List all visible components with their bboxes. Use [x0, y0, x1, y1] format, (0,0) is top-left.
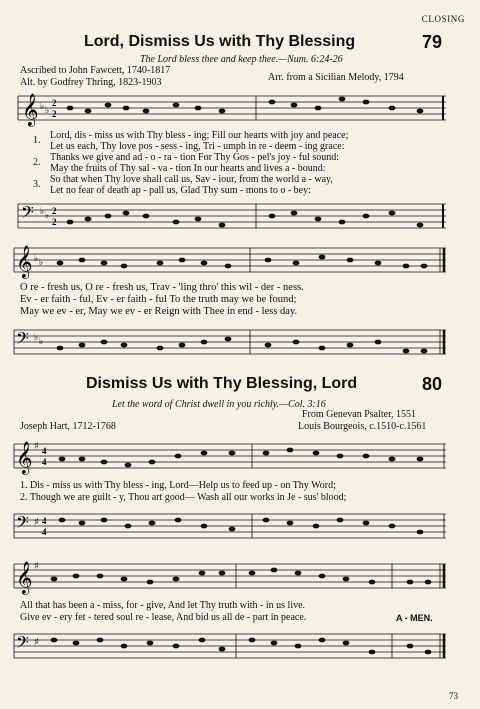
hymn-79-refrain-line-1: O re - fresh us, O re - fresh us, Trav - 'ling thro' this wil - der - ness.: [20, 282, 304, 293]
hymn-79-title: Lord, Dismiss Us with Thy Blessing: [84, 33, 356, 50]
hymn-80-number: 80: [422, 374, 443, 394]
svg-text:♯: ♯: [34, 637, 39, 648]
svg-text:2: 2: [52, 217, 57, 227]
svg-text:2: 2: [52, 206, 57, 216]
hymn-80-bass-staff-1: [0, 506, 480, 548]
svg-text:𝄢: 𝄢: [16, 328, 29, 352]
hymn-79-bass-staff-2: [0, 320, 480, 364]
hymn-80-scripture: Let the word of Christ dwell in you richly.—Col. 3:16: [112, 399, 326, 410]
svg-text:♯: ♯: [34, 561, 39, 572]
svg-text:𝄞: 𝄞: [16, 441, 33, 474]
svg-text:𝄞: 𝄞: [16, 245, 33, 278]
verse-number-1: 1.: [33, 135, 41, 146]
hymn-80-lyric-line-3: All that has been a - miss, for - give, And let Thy truth with - in us live.: [20, 600, 306, 611]
hymn-80-composer: Louis Bourgeois, c.1510-c.1561: [298, 421, 427, 432]
svg-text:♭: ♭: [45, 211, 50, 221]
hymn-79-arrangement: Arr. from a Sicilian Melody, 1794: [268, 72, 404, 83]
hymn-79-bass-staff-1: [0, 196, 480, 238]
page-number: 73: [449, 691, 458, 701]
hymn-79-lyric-line-6: Let no fear of death ap - pall us, Glad Thy sum - mons to o - bey:: [50, 185, 311, 196]
svg-text:4: 4: [42, 516, 47, 526]
svg-text:♯: ♯: [34, 441, 39, 452]
svg-text:♭: ♭: [40, 207, 45, 217]
svg-text:4: 4: [42, 527, 47, 537]
svg-text:♭: ♭: [39, 337, 44, 347]
hymn-80-lyric-line-1: 1. Dis - miss us with Thy bless - ing, Lord—Help us to feed up - on Thy Word;: [20, 480, 336, 491]
svg-text:♭: ♭: [39, 258, 44, 268]
svg-text:𝄢: 𝄢: [21, 202, 34, 226]
hymn-79-lyric-line-1: Lord, dis - miss us with Thy bless - ing; Fill our hearts with joy and peace;: [50, 130, 349, 141]
svg-text:2: 2: [52, 109, 57, 119]
hymn-79-lyric-line-3: Thanks we give and ad - o - ra - tion For Thy Gos - pel's joy - ful sound:: [50, 152, 340, 163]
svg-text:4: 4: [42, 446, 47, 456]
hymn-79-number: 79: [422, 32, 443, 52]
hymn-79-treble-staff-1: [0, 88, 480, 130]
hymn-80-bass-staff-2: [0, 626, 480, 668]
svg-text:𝄢: 𝄢: [16, 632, 29, 656]
hymn-80-treble-staff-1: [0, 436, 480, 478]
hymn-80-amen: A - MEN.: [396, 613, 433, 623]
svg-text:4: 4: [42, 457, 47, 467]
section-label: CLOSING: [421, 14, 465, 24]
hymn-79-treble-staff-2: [0, 238, 480, 282]
hymn-80-title: Dismiss Us with Thy Blessing, Lord: [86, 375, 358, 392]
hymn-79-refrain-line-3: May we ev - er, May we ev - er Reign with Thee in end - less day.: [20, 306, 298, 317]
hymn-79-lyric-line-2: Let us each, Thy love pos - sess - ing, Tri - umph in re - deem - ing grace:: [50, 141, 345, 152]
hymn-79-refrain-line-2: Ev - er faith - ful, Ev - er faith - ful To the truth may we be found;: [20, 294, 297, 305]
hymn-80-lyric-line-2: 2. Though we are guilt - y, Thou art good— Wash all our works in Je - sus' blood;: [20, 492, 347, 503]
svg-text:2: 2: [52, 98, 57, 108]
svg-text:𝄢: 𝄢: [16, 512, 29, 536]
hymn-79-scripture: The Lord bless thee and keep thee.—Num. 6:24-26: [140, 54, 343, 65]
hymn-80-treble-staff-2: [0, 556, 480, 598]
hymn-79-lyric-line-5: So that when Thy love shall call us, Sav - iour, from the world a - way,: [50, 174, 333, 185]
hymn-80-author: Joseph Hart, 1712-1768: [20, 421, 116, 432]
hymn-79-ascribed: Ascribed to John Fawcett, 1740-1817: [20, 65, 171, 76]
svg-text:𝄞: 𝄞: [16, 561, 33, 594]
hymn-79-lyric-line-4: May the fruits of Thy sal - va - tion In our hearts and lives a - bound:: [50, 163, 326, 174]
svg-text:♭: ♭: [34, 333, 39, 343]
hymn-80-lyric-line-4: Give ev - ery fet - tered soul re - lease, And bid us all de - part in peace.: [20, 612, 307, 623]
svg-text:♭: ♭: [45, 106, 50, 116]
hymn-80-source: From Genevan Psalter, 1551: [302, 409, 417, 420]
svg-text:♭: ♭: [34, 254, 39, 264]
svg-text:𝄞: 𝄞: [22, 93, 39, 126]
svg-text:♭: ♭: [40, 102, 45, 112]
verse-number-2: 2.: [33, 157, 41, 168]
verse-number-3: 3.: [33, 179, 41, 190]
hymn-79-altered: Alt. by Godfrey Thring, 1823-1903: [20, 77, 162, 88]
svg-text:♯: ♯: [34, 517, 39, 528]
